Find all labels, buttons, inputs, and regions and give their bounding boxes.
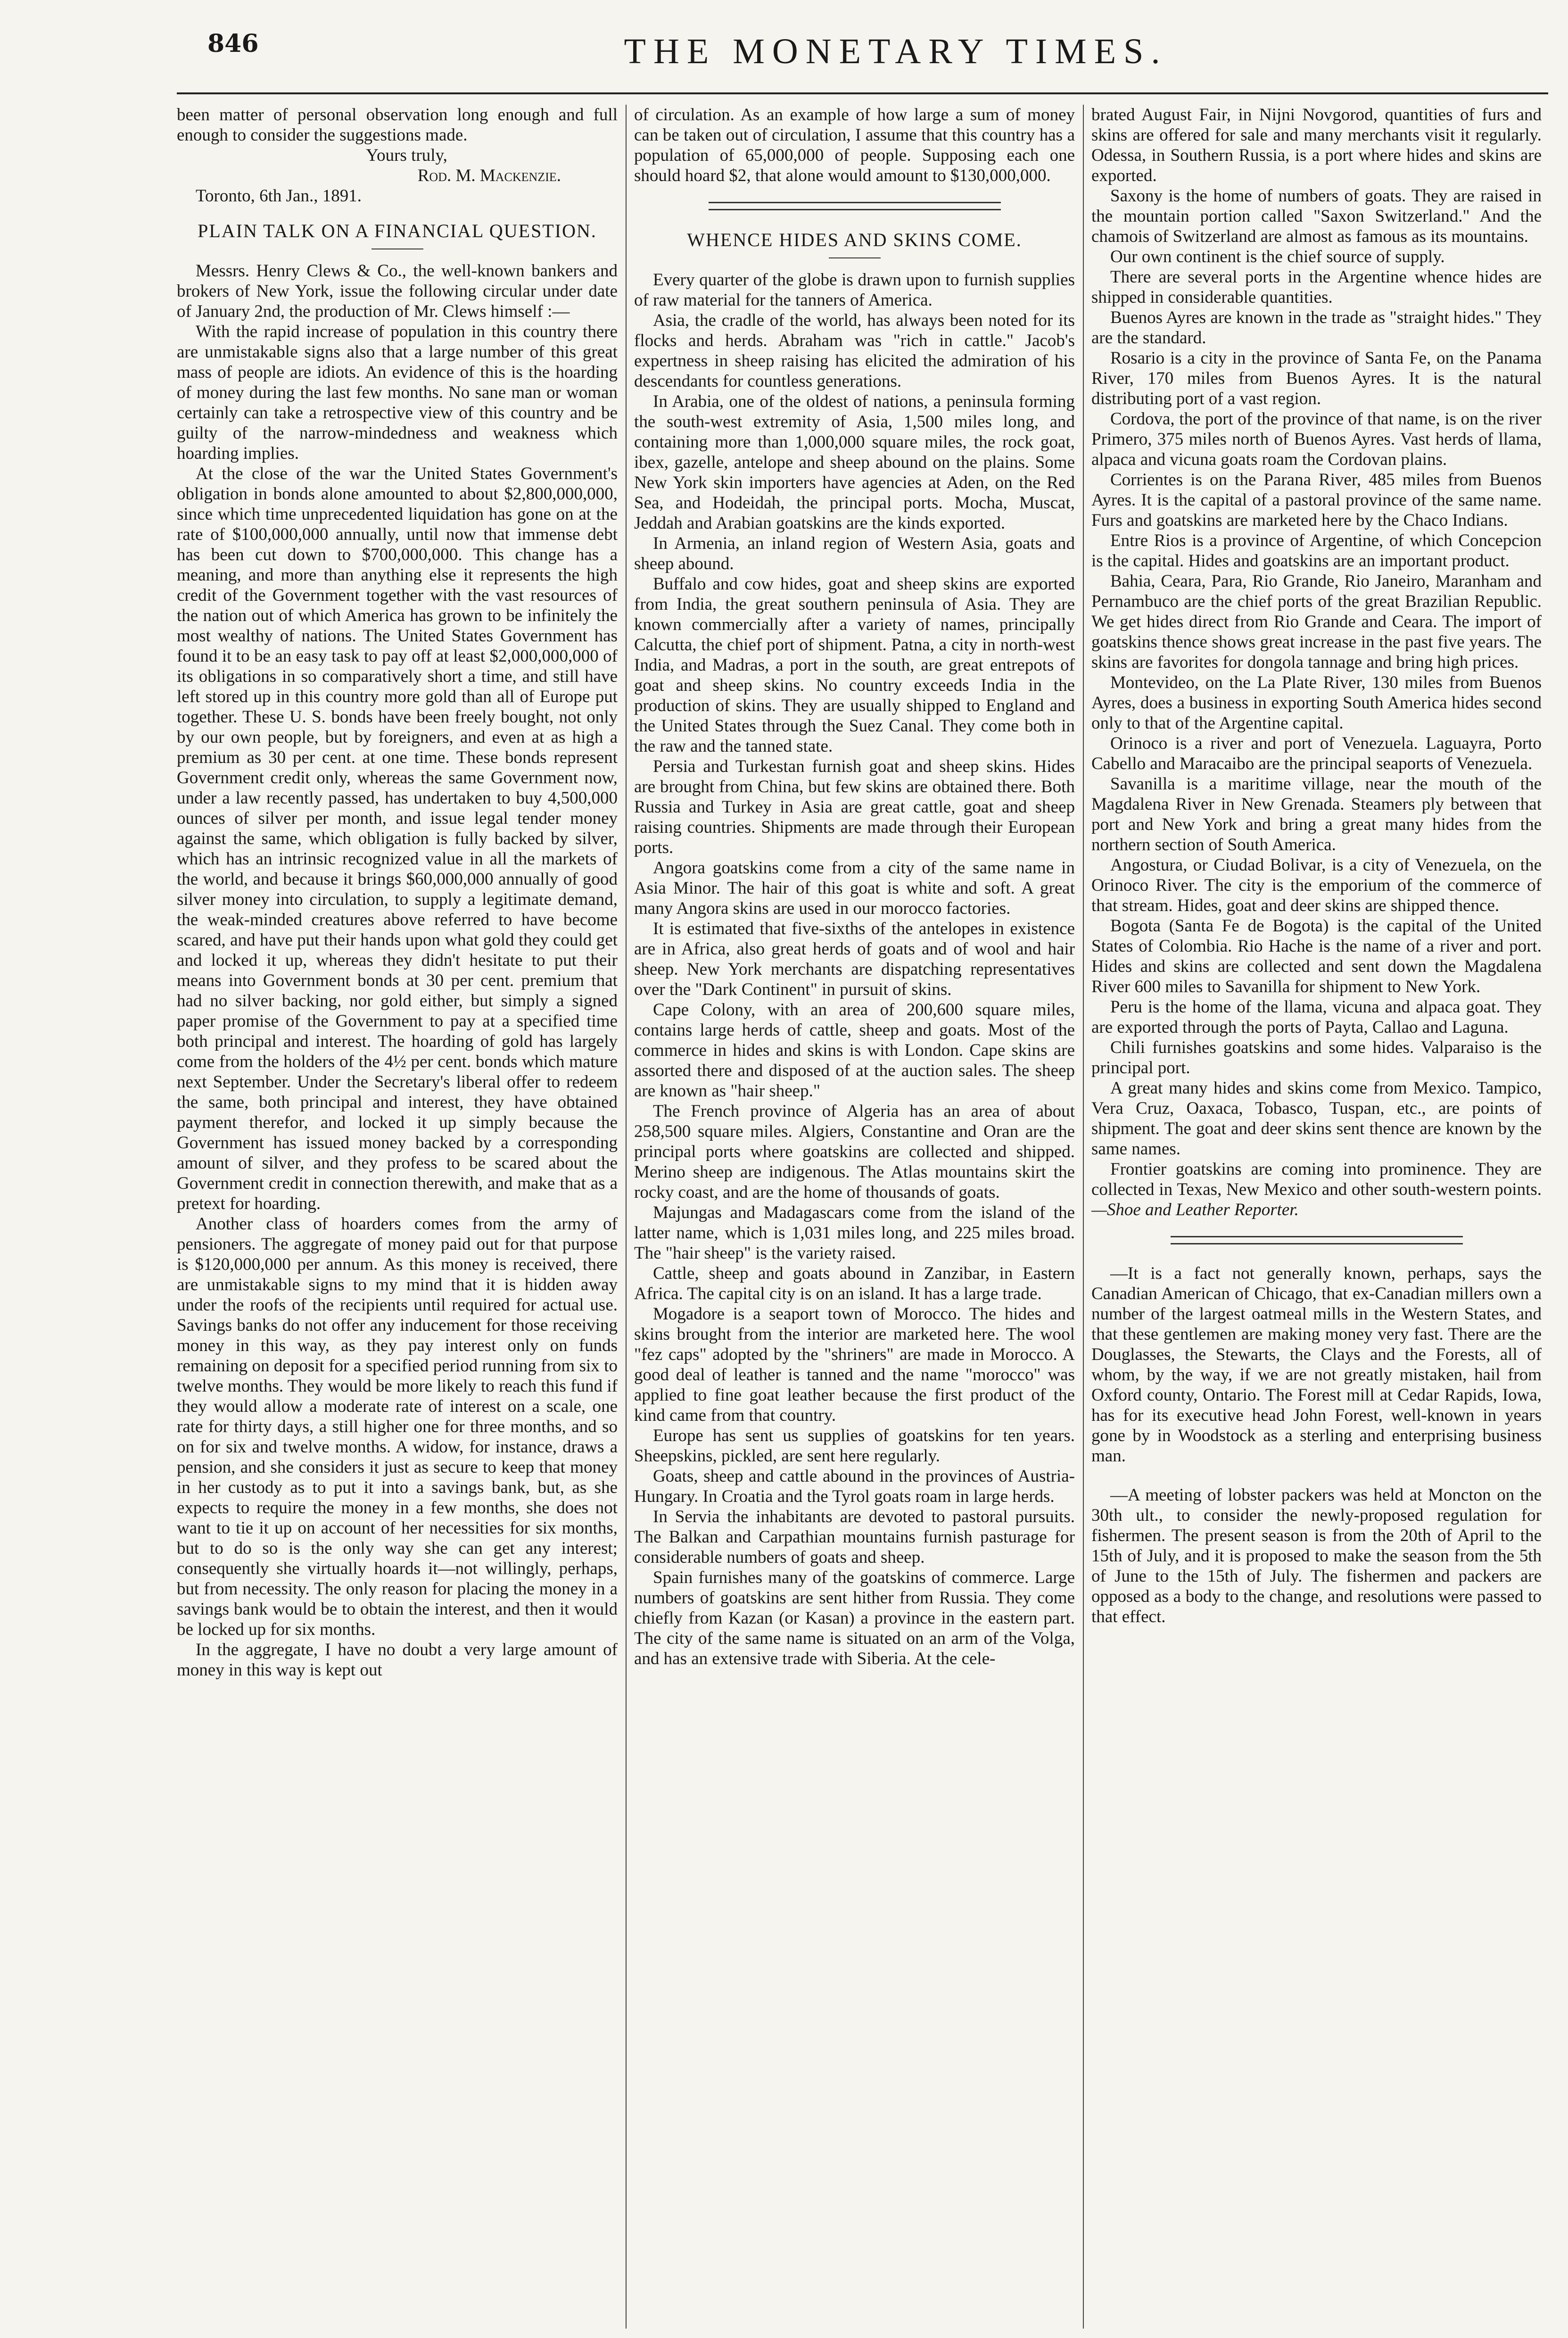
paragraph: Goats, sheep and cattle abound in the provinces of Austria-Hungary. In Croatia and the Tyrol goats roam in large herds. xyxy=(634,1467,1075,1506)
column-divider xyxy=(626,105,627,2329)
paragraph: At the close of the war the United States Government's obligation in bonds alone amounted to about $2,800,000,000, since which time unprecedented liquidation has gone on at the rate of $100,000,000 annually, until now that immense debt has been cut down to $700,000,000. This change has a meaning, and more than anything else it represents the high credit of the Government together with the vast resources of the nation out of which America has grown to be infinitely the most wealthy of nations. The United States Government has found it to be an easy task to pay off at least $2,000,000,000 of its obligations in so comparatively short a time, and still have left stored up in this country more gold than all of Europe put together. These U. S. bonds have been freely bought, not only by our own people, but by foreigners, and even at as high a premium as 30 per cent. at one time. These bonds represent Government credit only, whereas the same Government now, under a law recently passed, has undertaken to buy 4,500,000 ounces of silver per month, and issue legal tender money against the same, which obligation is fully backed by silver, which has an intrinsic recognized value in all the markets of the world, and because it brings $60,000,000 annually of good silver money into circulation, to supply a legitimate demand, the weak-minded creatures above referred to have become scared, and have put their hands upon what gold they could get and locked it up, whereas they didn't hesitate to put their means into Government bonds at 30 per cent. premium that had no silver backing, nor gold either, but simply a signed paper promise of the Government to pay at a specified time both principal and interest. The hoarding of gold has largely come from the holders of the 4½ per cent. bonds which mature next September. Under the Secretary's liberal offer to redeem the same, both principal and interest, they have obtained payment therefor, and locked it up simply because the Government has issued money backed by a corresponding amount of silver, and they profess to be scared about the Government credit in connection therewith, and make that as a pretext for hoarding. xyxy=(177,464,618,1213)
paragraph: Bogota (Santa Fe de Bogota) is the capital of the United States of Colombia. Rio Hache is the name of a river and port. Hides and skins are collected and sent down the Magdalena River 600 miles to Savanilla for shipment to New York. xyxy=(1091,916,1542,996)
paragraph: In the aggregate, I have no doubt a very large amount of money in this way is kept out xyxy=(177,1640,618,1680)
paragraph: Another class of hoarders comes from the army of pensioners. The aggregate of money paid out for that purpose is $120,000,000 per annum. As this money is received, there are unmistakable signs to my mind that it is hidden away under the roofs of the recipients until required for actual use. Savings banks do not offer any inducement for those receiving money in this way, as they pay interest only on funds remaining on deposit for a specified period running from six to twelve months. They would be more likely to reach this fund if they would allow a moderate rate of interest on a scale, one rate for thirty days, a still higher one for three months, and so on for six and twelve months. A widow, for instance, draws a pension, and she considers it just as secure to keep that money in her custody as to put it into a savings bank, but, as she expects to require the money in a few months, she does not want to tie it up on account of her necessities for six months, but to do so is the only way she can get any interest; consequently she virtually hoards it—not willingly, perhaps, but from necessity. The only reason for placing the money in a savings bank would be to obtain the interest, and then it would be locked up for six months. xyxy=(177,1214,618,1639)
paragraph: Entre Rios is a province of Argentine, of which Concepcion is the capital. Hides and goatskins are an important product. xyxy=(1091,531,1542,571)
paragraph: Messrs. Henry Clews & Co., the well-known bankers and brokers of New York, issue the following circular under date of January 2nd, the production of Mr. Clews himself :— xyxy=(177,261,618,321)
paragraph: Cattle, sheep and goats abound in Zanzibar, in Eastern Africa. The capital city is on an island. It has a large trade. xyxy=(634,1264,1075,1303)
paragraph: The French province of Algeria has an area of about 258,500 square miles. Algiers, Constantine and Oran are the principal ports where goatskins are collected and shipped. Merino sheep are indigenous. The Atlas mountains skirt the rocky coast, and are the home of thousands of goats. xyxy=(634,1102,1075,1202)
column-2 xyxy=(634,105,1075,2338)
letter-signature: Rod. M. Mackenzie. xyxy=(417,166,561,185)
section-rule xyxy=(1171,1236,1463,1244)
paragraph: It is estimated that five-sixths of the antelopes in existence are in Africa, also great herds of goats and of wool and hair sheep. New York merchants are dispatching representatives over the "Dark Continent" in pursuit of skins. xyxy=(634,919,1075,999)
paragraph: Every quarter of the globe is drawn upon to furnish supplies of raw material for the tanners of America. xyxy=(634,270,1075,310)
letter-dateline: Toronto, 6th Jan., 1891. xyxy=(196,186,362,206)
paragraph: Chili furnishes goatskins and some hides. Valparaiso is the principal port. xyxy=(1091,1038,1542,1078)
paragraph: Buenos Ayres are known in the trade as "straight hides." They are the standard. xyxy=(1091,308,1542,348)
page-number: 846 xyxy=(207,29,259,58)
paragraph: A great many hides and skins come from Mexico. Tampico, Vera Cruz, Oaxaca, Tobasco, Tuspan, etc., are points of shipment. The goat and deer skins sent thence are known by the same names. xyxy=(1091,1078,1542,1159)
header-rule xyxy=(177,92,1548,94)
paragraph-text: Frontier goatskins are coming into prominence. They are collected in Texas, New Mexico and other south-western points. xyxy=(1091,1160,1542,1199)
paragraph: Persia and Turkestan furnish goat and sheep skins. Hides are brought from China, but few skins are obtained there. Both Russia and Turkey in Asia are great cattle, goat and sheep raising countries. Shipments are made through their European ports. xyxy=(634,757,1075,857)
paragraph: Angostura, or Ciudad Bolivar, is a city of Venezuela, on the Orinoco River. The city is the emporium of the commerce of that stream. Hides, goat and deer skins are shipped thence. xyxy=(1091,855,1542,915)
article-heading-financial: PLAIN TALK ON A FINANCIAL QUESTION. xyxy=(198,220,597,241)
paragraph: In Servia the inhabitants are devoted to pastoral pursuits. The Balkan and Carpathian mountains furnish pasturage for considerable numbers of goats and sheep. xyxy=(634,1507,1075,1567)
article-heading-hides: WHENCE HIDES AND SKINS COME. xyxy=(687,229,1022,250)
source-credit: —Shoe and Leather Reporter. xyxy=(1091,1200,1299,1219)
paragraph: Cordova, the port of the province of that name, is on the river Primero, 375 miles north of Buenos Ayres. Vast herds of llama, alpaca and vicuna goats roam the Cordovan plains. xyxy=(1091,409,1542,469)
paragraph: There are several ports in the Argentine whence hides are shipped in considerable quantities. xyxy=(1091,267,1542,307)
paragraph: Cape Colony, with an area of 200,600 square miles, contains large herds of cattle, sheep and goats. Most of the commerce in hides and skins is with London. Cape skins are assorted there and disposed of at the auction sales. The sheep are known as "hair sheep." xyxy=(634,1000,1075,1101)
paragraph: Savanilla is a maritime village, near the mouth of the Magdalena River in New Grenada. Steamers ply between that port and New York and bring a great many hides from the northern section of South America. xyxy=(1091,774,1542,854)
paragraph: Peru is the home of the llama, vicuna and alpaca goat. They are exported through the ports of Payta, Callao and Laguna. xyxy=(1091,997,1542,1037)
heading-rule xyxy=(829,257,881,258)
paragraph: —It is a fact not generally known, perhaps, says the Canadian American of Chicago, that ex-Canadian millers own a number of the largest oatmeal mills in the Western States, and that these gentlemen are making money very fast. There are the Douglasses, the Stewarts, the Clays and the Forests, all of whom, by the way, if we are not greatly mistaken, hail from Oxford county, Ontario. The Forest mill at Cedar Rapids, Iowa, has for its executive head John Forest, well-known in years gone by in Woodstock as a sterling and enterprising business man. xyxy=(1091,1264,1542,1466)
paragraph: Orinoco is a river and port of Venezuela. Laguayra, Porto Cabello and Maracaibo are the principal seaports of Venezuela. xyxy=(1091,734,1542,773)
paragraph: —A meeting of lobster packers was held at Moncton on the 30th ult., to consider the newly-proposed regulation for fishermen. The present season is from the 20th of April to the 15th of July, and it is proposed to make the season from the 5th of June to the 15th of July. The fishermen and packers are opposed as a body to the change, and resolutions were passed to that effect. xyxy=(1091,1485,1542,1626)
paragraph: Saxony is the home of numbers of goats. They are raised in the mountain portion called "Saxon Switzerland." And the chamois of Switzerland are almost as famous as its mountains. xyxy=(1091,186,1542,246)
column-divider xyxy=(1083,105,1084,2329)
paragraph: Mogadore is a seaport town of Morocco. The hides and skins brought from the interior are marketed here. The wool "fez caps" adopted by the "shriners" are made in Morocco. A good deal of leather is tanned and the name "morocco" was applied to fine goat leather because the first product of the kind came from that country. xyxy=(634,1304,1075,1425)
paragraph: Buffalo and cow hides, goat and sheep skins are exported from India, the great southern peninsula of Asia. They are known commercially after a variety of names, principally Calcutta, the chief port of shipment. Patna, a city in north-west India, and Madras, a port in the south, are great entrepots of goat and sheep skins. No country exceeds India in the production of skins. They are usually shipped to England and the United States through the Suez Canal. They come both in the raw and the tanned state. xyxy=(634,574,1075,756)
paragraph: In Armenia, an inland region of Western Asia, goats and sheep abound. xyxy=(634,534,1075,573)
column-3 xyxy=(1091,105,1542,2338)
paragraph: Majungas and Madagascars come from the island of the latter name, which is 1,031 miles long, and 225 miles broad. The "hair sheep" is the variety raised. xyxy=(634,1203,1075,1263)
column-1 xyxy=(177,105,618,2338)
paragraph: In Arabia, one of the oldest of nations, a peninsula forming the south-west extremity of Asia, 1,500 miles long, and containing more than 1,000,000 square miles, the rock goat, ibex, gazelle, antelope and sheep abound on the plains. Some New York skin importers have agencies at Aden, on the Red Sea, and Hodeidah, the principal ports. Mocha, Muscat, Jeddah and Arabian goatskins are the kinds exported. xyxy=(634,392,1075,533)
paragraph: of circulation. As an example of how large a sum of money can be taken out of circulation, I assume that this country has a population of 65,000,000 of people. Supposing each one should hoard $2, that alone would amount to $130,000,000. xyxy=(634,105,1075,185)
masthead-title: THE MONETARY TIMES. xyxy=(624,32,1168,71)
paragraph: brated August Fair, in Nijni Novgorod, quantities of furs and skins are offered for sale and many merchants visit it regularly. Odessa, in Southern Russia, is a port where hides and skins are exported. xyxy=(1091,105,1542,185)
letter-ending: been matter of personal observation long enough and full enough to consider the suggestions made. xyxy=(177,105,618,145)
paragraph: Bahia, Ceara, Para, Rio Grande, Rio Janeiro, Maranham and Pernambuco are the chief ports of the great Brazilian Republic. We get hides direct from Rio Grande and Ceara. The import of goatskins thence shows great increase in the past five years. The skins are favorites for dongola tannage and bring high prices. xyxy=(1091,572,1542,672)
letter-closing: Yours truly, xyxy=(366,146,447,165)
paragraph: Europe has sent us supplies of goatskins for ten years. Sheepskins, pickled, are sent here regularly. xyxy=(634,1426,1075,1466)
paragraph: With the rapid increase of population in this country there are unmistakable signs also that a large number of this great mass of people are idiots. An evidence of this is the hoarding of money during the last few months. No sane man or woman certainly can take a retrospective view of this country and be guilty of the narrow-mindedness and weakness which hoarding implies. xyxy=(177,322,618,463)
paragraph: Corrientes is on the Parana River, 485 miles from Buenos Ayres. It is the capital of a pastoral province of the same name. Furs and goatskins are marketed here by the Chaco Indians. xyxy=(1091,470,1542,530)
section-rule xyxy=(709,202,1001,210)
paragraph xyxy=(1091,1159,1542,1220)
paragraph: Angora goatskins come from a city of the same name in Asia Minor. The hair of this goat is white and soft. A great many Angora skins are used in our morocco factories. xyxy=(634,858,1075,918)
paragraph: Montevideo, on the La Plate River, 130 miles from Buenos Ayres, does a business in exporting South America hides second only to that of the Argentine capital. xyxy=(1091,673,1542,733)
paragraph: Our own continent is the chief source of supply. xyxy=(1110,247,1445,266)
paragraph: Asia, the cradle of the world, has always been noted for its flocks and herds. Abraham was "rich in cattle." Jacob's expertness in sheep raising has elicited the admiration of his descendants for countless generations. xyxy=(634,311,1075,391)
paragraph: Spain furnishes many of the goatskins of commerce. Large numbers of goatskins are sent hither from Russia. They come chiefly from Kazan (or Kasan) a province in the eastern part. The city of the same name is situated on an arm of the Volga, and has an extensive trade with Siberia. At the cele- xyxy=(634,1568,1075,1668)
paragraph: Rosario is a city in the province of Santa Fe, on the Panama River, 170 miles from Buenos Ayres. It is the natural distributing port of a vast region. xyxy=(1091,348,1542,408)
